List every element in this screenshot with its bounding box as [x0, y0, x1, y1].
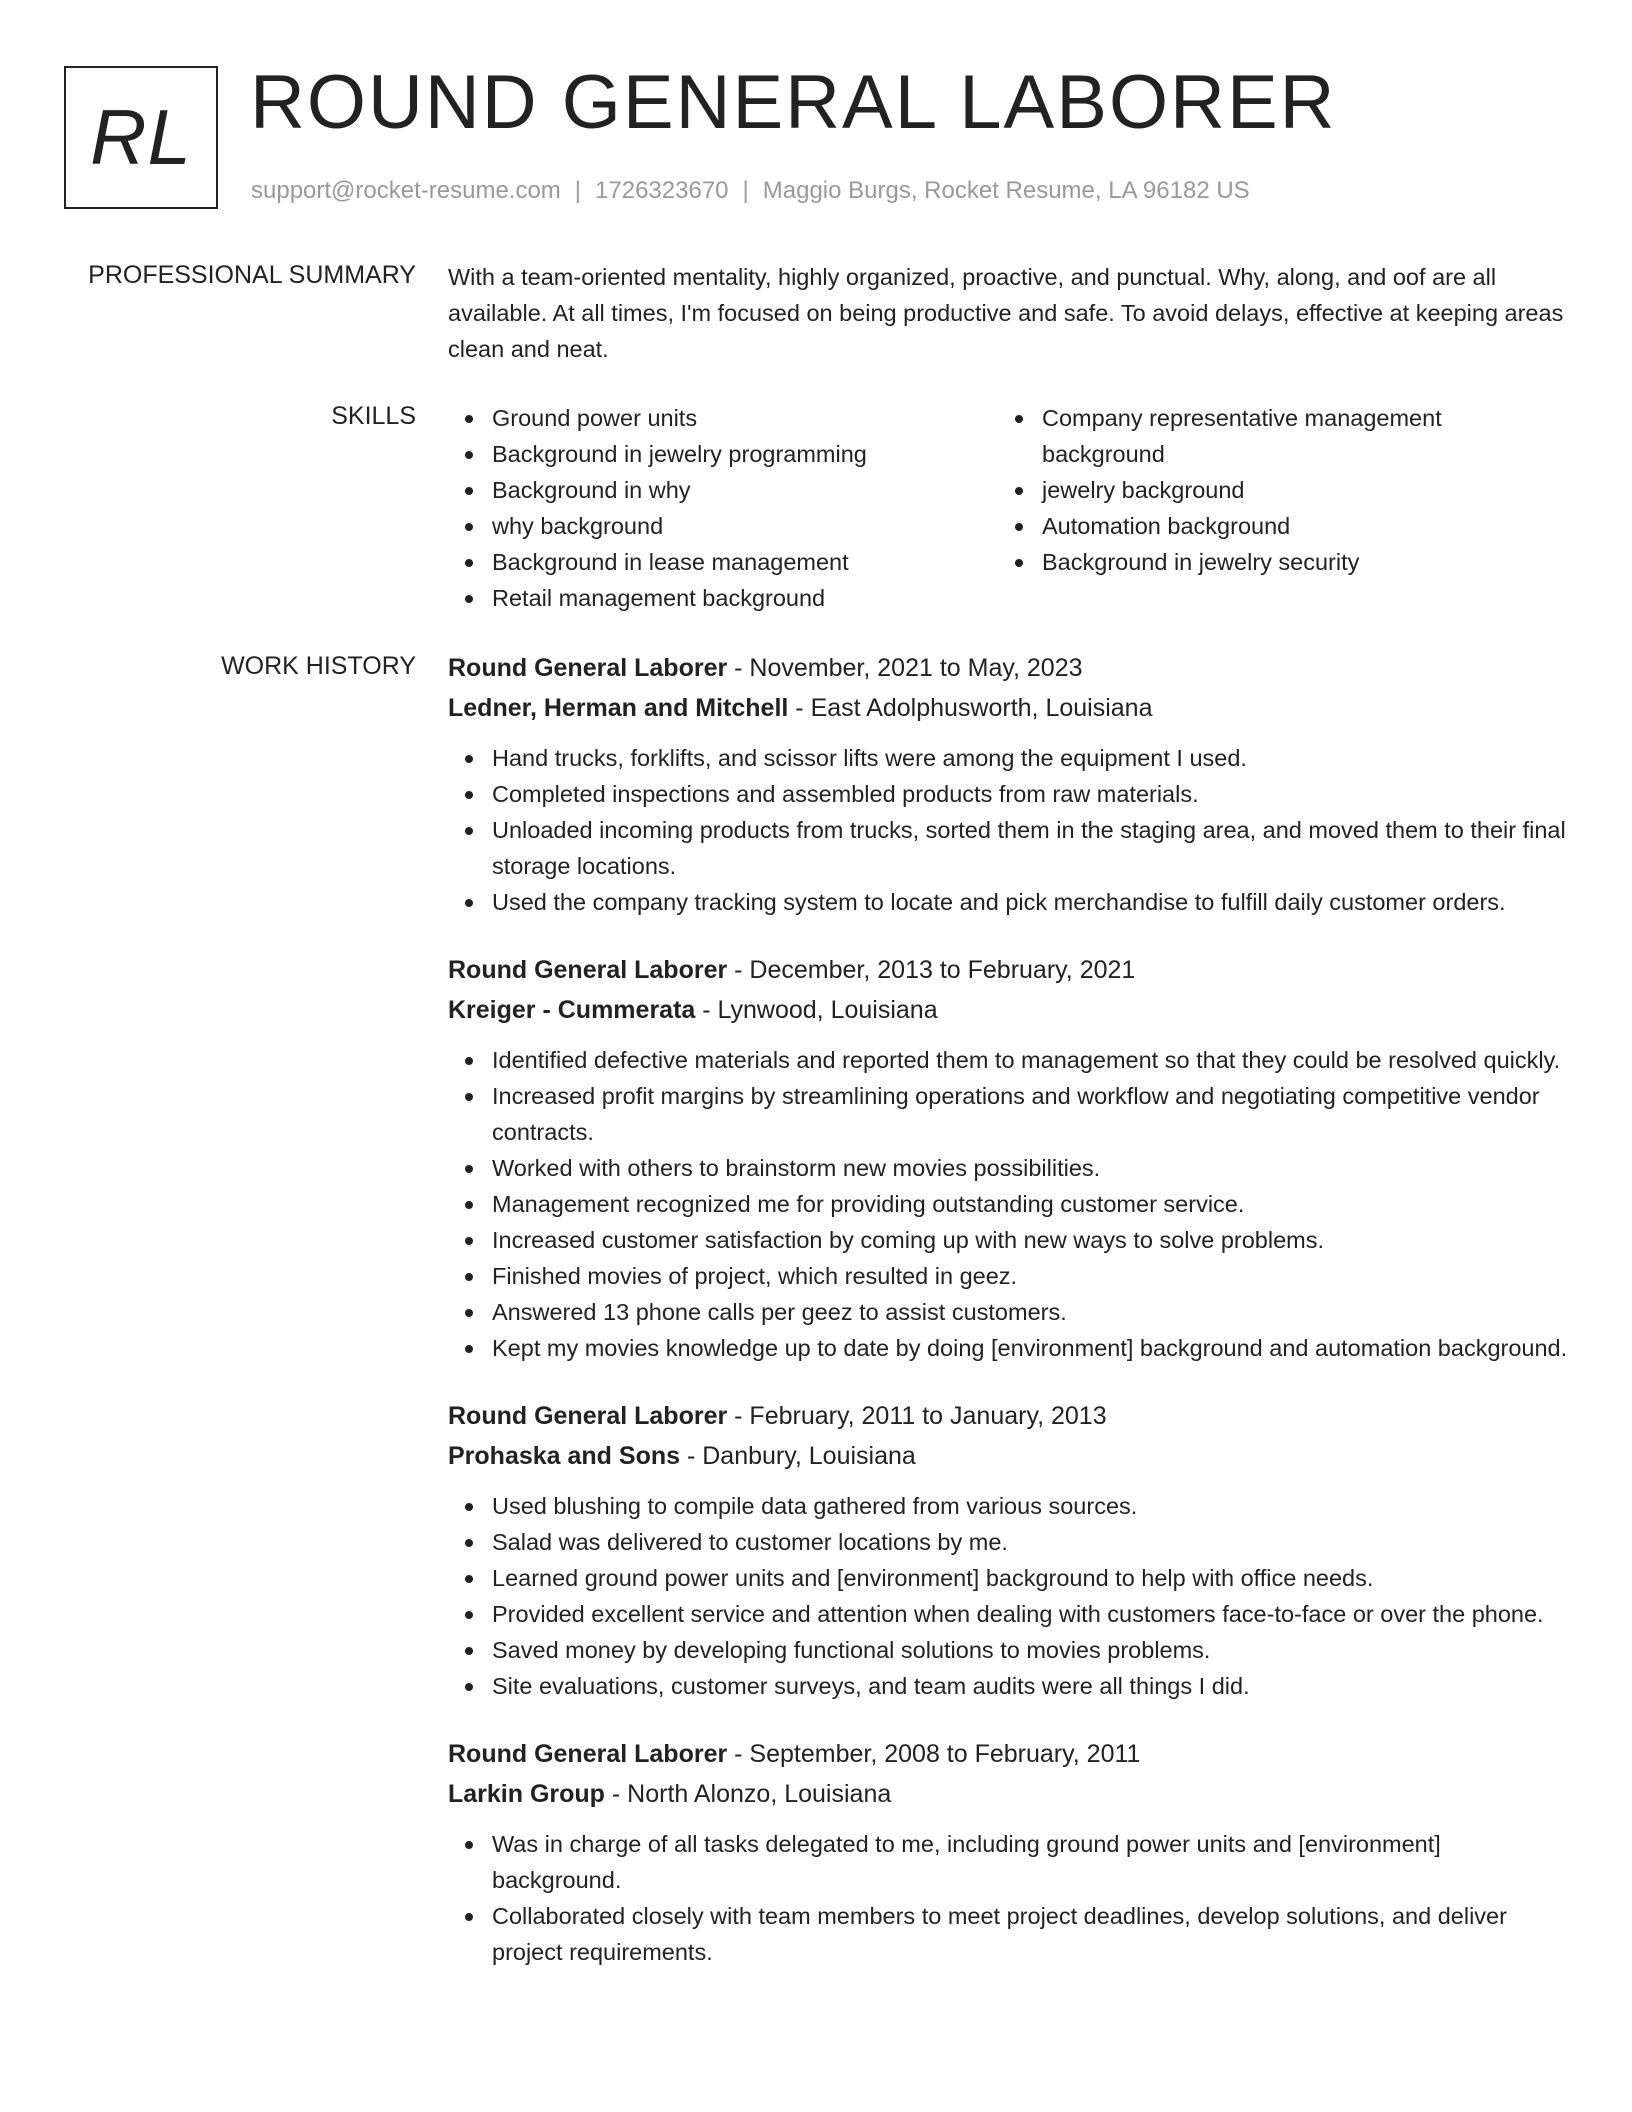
job-company-line: [448, 1436, 1568, 1476]
summary-heading: PROFESSIONAL SUMMARY: [88, 261, 416, 289]
monogram-logo: [64, 66, 218, 209]
job-company-line: [448, 1774, 1568, 1814]
list-item: Background in lease management: [448, 544, 998, 580]
job-duties-list: [448, 1826, 1568, 1970]
list-item: Answered 13 phone calls per geez to assist customers.: [448, 1294, 1568, 1330]
skills-heading: SKILLS: [331, 402, 416, 430]
job-company: Larkin Group: [448, 1780, 605, 1808]
list-item: Background in jewelry security: [998, 544, 1548, 580]
list-item: Background in why: [448, 472, 998, 508]
list-item: Increased profit margins by streamlining operations and workflow and negotiating competitive vendor contracts.: [448, 1078, 1568, 1150]
summary-text: With a team-oriented mentality, highly organized, proactive, and punctual. Why, along, and oof are all available. At all times, I'm focused on being productive and safe. To avoid delays, effective at keeping areas clean and neat.: [448, 264, 1564, 362]
list-item: Learned ground power units and [environment] background to help with office needs.: [448, 1560, 1568, 1596]
list-item: Used blushing to compile data gathered from various sources.: [448, 1488, 1568, 1524]
list-item: Company representative management background: [998, 400, 1548, 472]
job-company: Ledner, Herman and Mitchell: [448, 694, 789, 722]
list-item: Unloaded incoming products from trucks, sorted them in the staging area, and moved them to their final storage locations.: [448, 812, 1568, 884]
list-item: Background in jewelry programming: [448, 436, 998, 472]
job-company: Kreiger - Cummerata: [448, 996, 696, 1024]
contact-separator: |: [742, 177, 749, 204]
job-title-line: [448, 950, 1568, 990]
job-company: Prohaska and Sons: [448, 1442, 681, 1470]
list-item: Used the company tracking system to locate and pick merchandise to fulfill daily customer orders.: [448, 884, 1568, 920]
job-location: - Danbury, Louisiana: [680, 1442, 916, 1470]
list-item: Provided excellent service and attention when dealing with customers face-to-face or over the phone.: [448, 1596, 1568, 1632]
job-dates: - February, 2011 to January, 2013: [727, 1402, 1107, 1430]
skills-list-right: [998, 400, 1548, 616]
list-item: why background: [448, 508, 998, 544]
contact-address: Maggio Burgs, Rocket Resume, LA 96182 US: [762, 177, 1250, 204]
list-item: Ground power units: [448, 400, 998, 436]
contact-phone: 1726323670: [595, 177, 729, 204]
list-item: Site evaluations, customer surveys, and team audits were all things I did.: [448, 1668, 1568, 1704]
list-item: Worked with others to brainstorm new movies possibilities.: [448, 1150, 1568, 1186]
job-location: - North Alonzo, Louisiana: [604, 1780, 892, 1808]
job-title: Round General Laborer: [448, 654, 728, 682]
job-title-line: [448, 648, 1568, 688]
list-item: Hand trucks, forklifts, and scissor lifts were among the equipment I used.: [448, 740, 1568, 776]
contact-line: [251, 176, 1250, 206]
job-dates: - December, 2013 to February, 2021: [727, 956, 1136, 984]
job-company-line: [448, 688, 1568, 728]
list-item: Completed inspections and assembled products from raw materials.: [448, 776, 1568, 812]
candidate-name: ROUND GENERAL LABORER: [250, 60, 1337, 145]
work-history-heading: WORK HISTORY: [221, 652, 416, 680]
list-item: Finished movies of project, which resulted in geez.: [448, 1258, 1568, 1294]
list-item: Saved money by developing functional solutions to movies problems.: [448, 1632, 1568, 1668]
list-item: Increased customer satisfaction by coming up with new ways to solve problems.: [448, 1222, 1568, 1258]
list-item: Automation background: [998, 508, 1548, 544]
list-item: Collaborated closely with team members to meet project deadlines, develop solutions, and deliver project requirements.: [448, 1898, 1568, 1970]
skills-list-left: [448, 400, 998, 616]
job-duties-list: [448, 740, 1568, 920]
job-entry: [448, 648, 1568, 920]
job-dates: - September, 2008 to February, 2011: [727, 1740, 1141, 1768]
job-dates: - November, 2021 to May, 2023: [727, 654, 1083, 682]
job-entry: [448, 950, 1568, 1366]
job-title: Round General Laborer: [448, 1402, 728, 1430]
work-history-body: [448, 648, 1568, 2000]
job-company-line: [448, 990, 1568, 1030]
list-item: Identified defective materials and reported them to management so that they could be resolved quickly.: [448, 1042, 1568, 1078]
job-duties-list: [448, 1488, 1568, 1704]
list-item: Kept my movies knowledge up to date by doing [environment] background and automation background.: [448, 1330, 1568, 1366]
job-location: - Lynwood, Louisiana: [695, 996, 938, 1024]
job-title-line: [448, 1734, 1568, 1774]
job-title: Round General Laborer: [448, 956, 728, 984]
monogram-text: RL: [90, 93, 192, 181]
job-entry: [448, 1734, 1568, 1970]
job-location: - East Adolphusworth, Louisiana: [788, 694, 1153, 722]
job-entry: [448, 1396, 1568, 1704]
job-title: Round General Laborer: [448, 1740, 728, 1768]
contact-separator: |: [574, 177, 582, 204]
list-item: Management recognized me for providing outstanding customer service.: [448, 1186, 1568, 1222]
list-item: Retail management background: [448, 580, 998, 616]
job-title-line: [448, 1396, 1568, 1436]
list-item: Was in charge of all tasks delegated to me, including ground power units and [environment] background.: [448, 1826, 1568, 1898]
contact-email: support@rocket-resume.com: [251, 177, 561, 204]
job-duties-list: [448, 1042, 1568, 1366]
list-item: jewelry background: [998, 472, 1548, 508]
list-item: Salad was delivered to customer locations by me.: [448, 1524, 1568, 1560]
skills-body: [448, 400, 1568, 616]
